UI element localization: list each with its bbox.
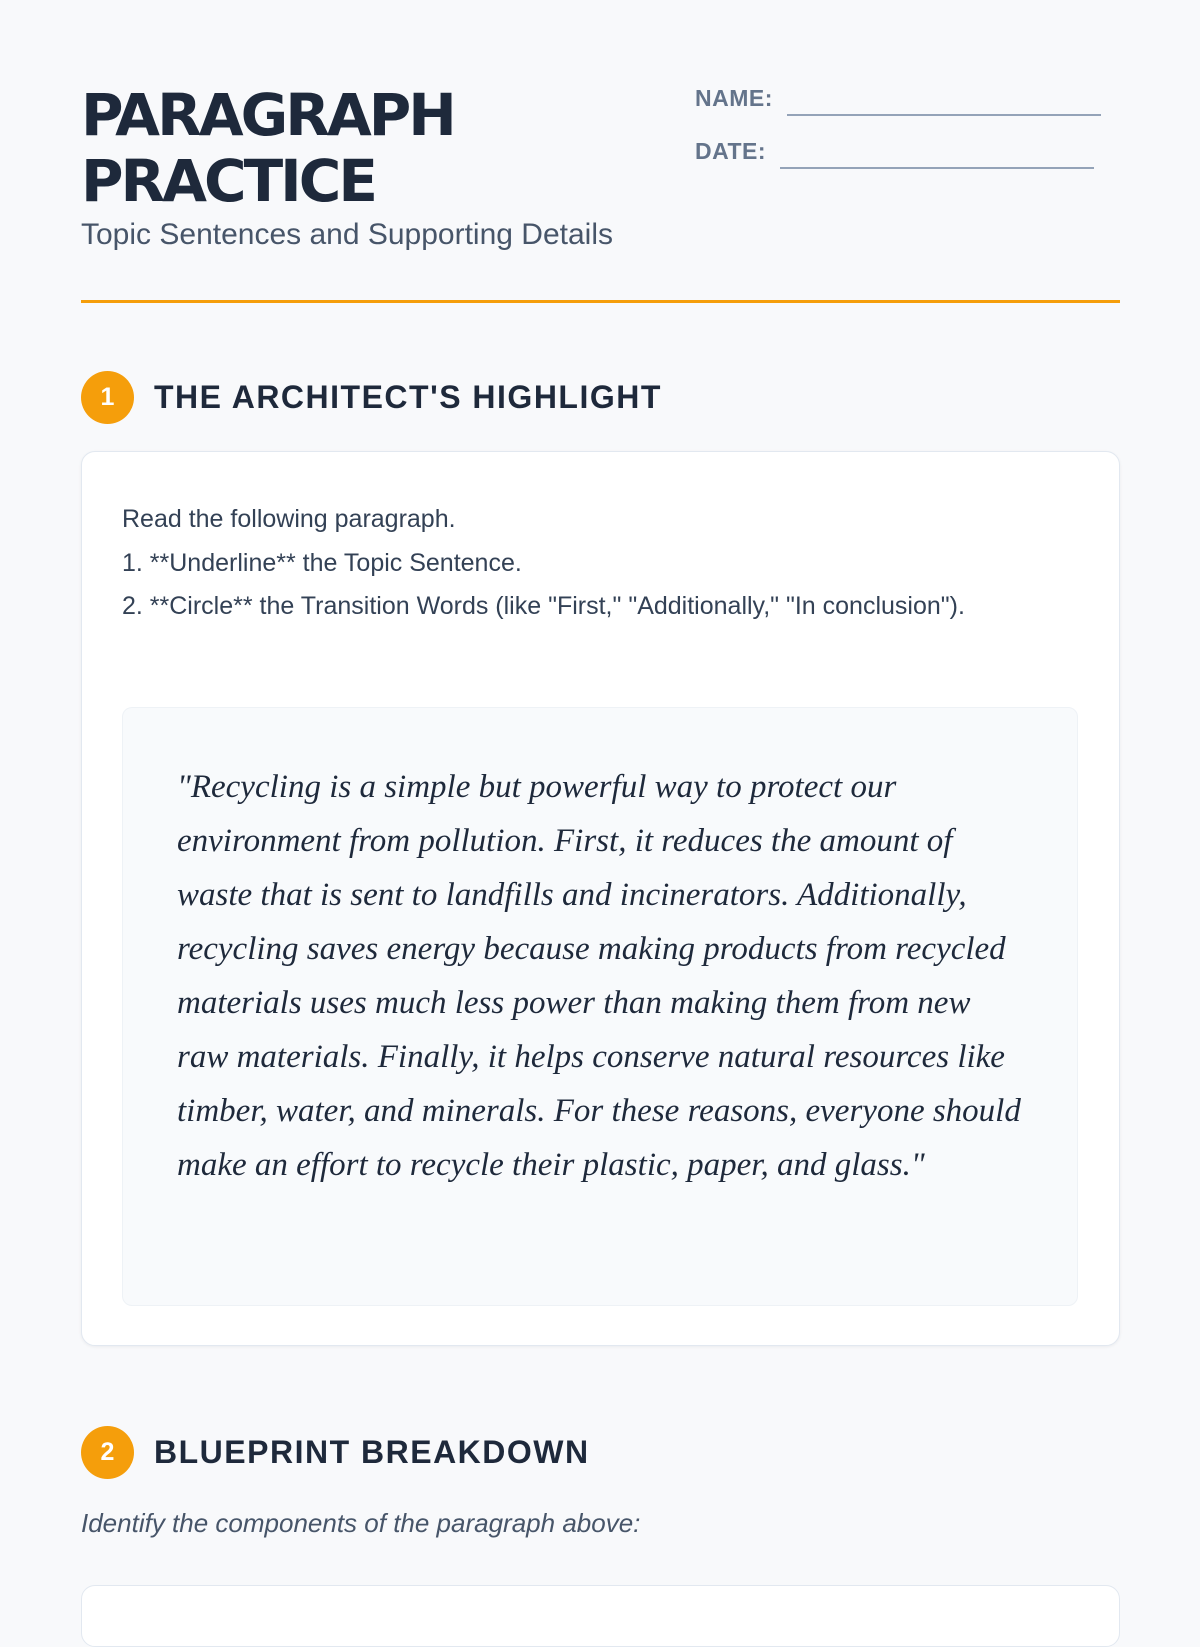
section-1-number-badge: 1	[81, 371, 134, 424]
passage-box	[122, 707, 1078, 1306]
date-input-line[interactable]	[780, 166, 1094, 169]
name-input-line[interactable]	[787, 113, 1101, 116]
section-1-card	[81, 451, 1120, 1346]
section-1-title: THE ARCHITECT'S HIGHLIGHT	[154, 379, 662, 415]
reading-passage: "Recycling is a simple but powerful way to protect our environment from pollution. First, it reduces the amount of waste that is sent to landfills and incinerators. Additionally, recycling saves energy because making products from recycled materials uses much less power than making them from new raw materials. Finally, it helps conserve natural resources like timber, water, and minerals. For these reasons, everyone should make an effort to recycle their plastic, paper, and glass."	[177, 769, 1021, 1183]
title-line-1: PARAGRAPH	[81, 81, 454, 149]
section-2-heading	[81, 1426, 590, 1479]
section-2-card	[81, 1585, 1120, 1647]
date-field	[695, 138, 1094, 165]
instruction-intro: Read the following paragraph.	[122, 505, 456, 533]
name-field	[695, 85, 1101, 112]
section-2-title: BLUEPRINT BREAKDOWN	[154, 1434, 590, 1470]
date-label: DATE:	[695, 138, 767, 164]
instruction-step-2: 2. **Circle** the Transition Words (like "First," "Additionally," "In conclusion").	[122, 592, 965, 620]
page-subtitle: Topic Sentences and Supporting Details	[81, 218, 614, 251]
instruction-step-1: 1. **Underline** the Topic Sentence.	[122, 548, 522, 577]
section-2-description: Identify the components of the paragraph above:	[81, 1508, 641, 1538]
name-label: NAME:	[695, 85, 773, 111]
instructions	[122, 498, 1022, 629]
title-line-2: PRACTICE	[81, 147, 375, 215]
section-2-number-badge: 2	[81, 1426, 134, 1479]
worksheet-page	[81, 0, 1120, 1600]
page-title	[81, 82, 641, 214]
header-divider	[81, 300, 1120, 303]
section-1-heading	[81, 371, 662, 424]
